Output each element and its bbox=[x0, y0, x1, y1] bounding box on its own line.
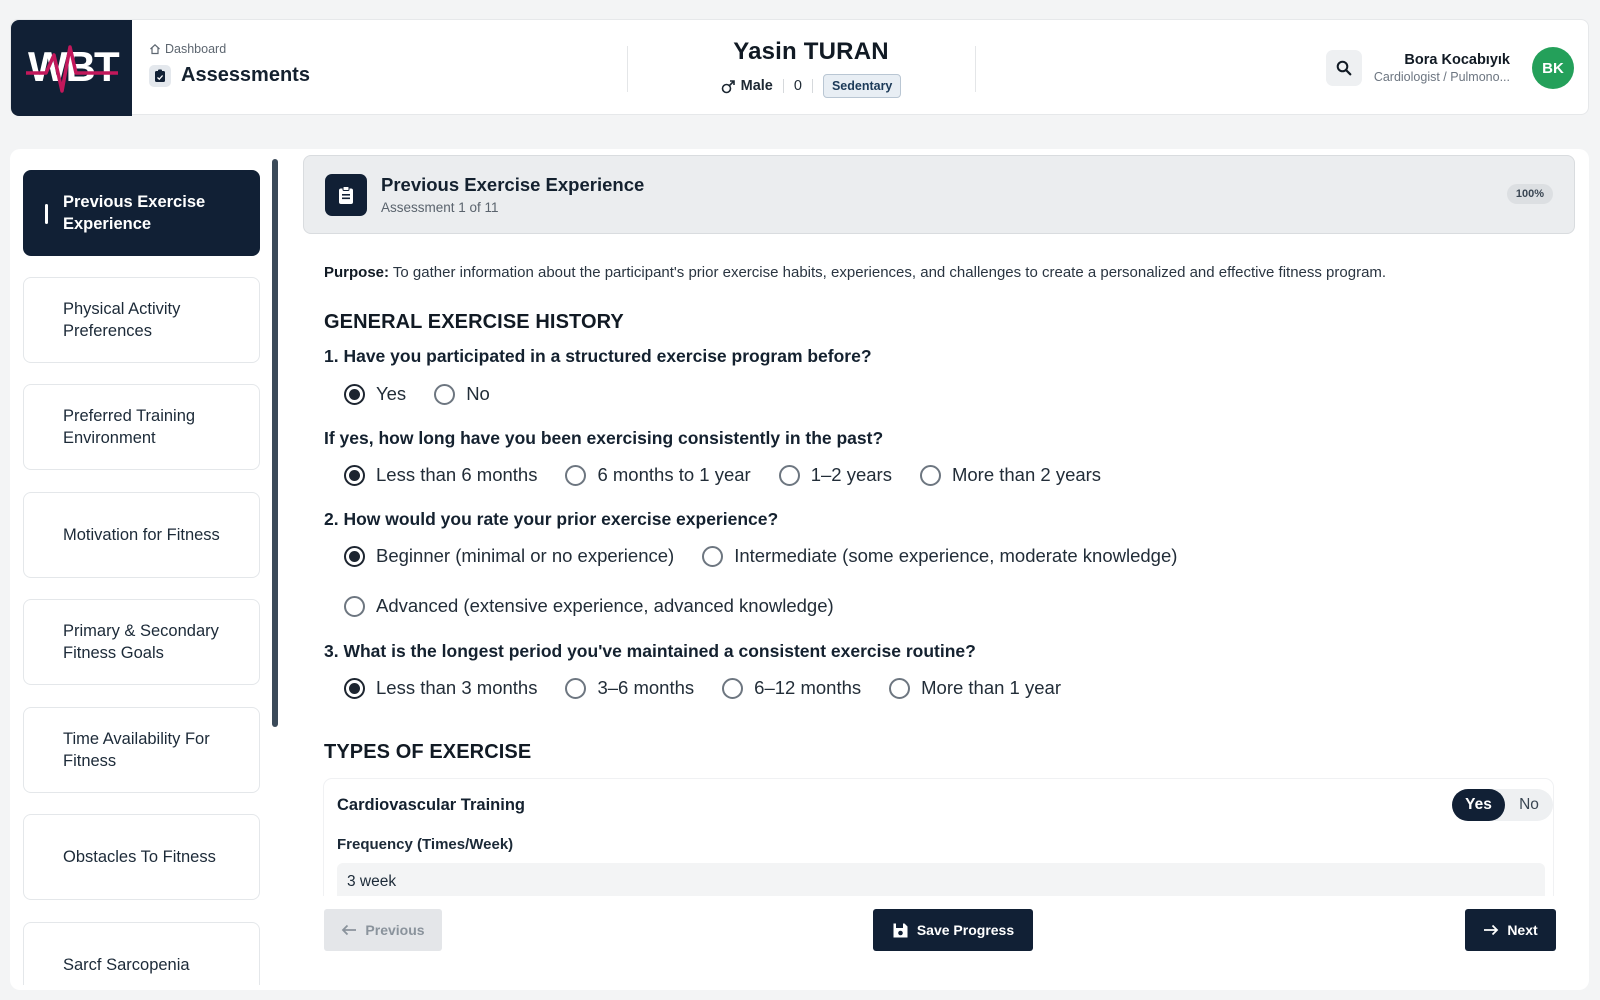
toggle-yes-button[interactable]: Yes bbox=[1452, 789, 1505, 821]
sidebar-item-label: Time Availability For Fitness bbox=[63, 729, 210, 770]
q3-option[interactable] bbox=[722, 677, 861, 699]
purpose-body: To gather information about the participant's prior exercise habits, experiences, and challenges to create a personalized and effective fitness program. bbox=[389, 264, 1387, 281]
q1b-option[interactable] bbox=[779, 464, 892, 486]
page-title bbox=[149, 64, 310, 87]
radio[interactable] bbox=[434, 384, 455, 405]
patient-name: Yasin TURAN bbox=[733, 38, 889, 65]
q1-option-yes[interactable] bbox=[344, 383, 406, 405]
question-3: 3. What is the longest period you've maintained a consistent exercise routine? bbox=[324, 641, 976, 661]
previous-label: Previous bbox=[365, 922, 425, 938]
yes-no-toggle[interactable] bbox=[1452, 789, 1553, 821]
sidebar-item-label: Motivation for Fitness bbox=[63, 525, 220, 544]
option-label: No bbox=[466, 383, 490, 404]
next-button[interactable] bbox=[1465, 909, 1556, 951]
sidebar-item-time-availability[interactable] bbox=[23, 707, 260, 793]
question-1-followup: If yes, how long have you been exercising consistently in the past? bbox=[324, 428, 884, 448]
question-1-options bbox=[344, 383, 490, 405]
sidebar-item-label: Preferred Training Environment bbox=[63, 406, 196, 447]
active-indicator bbox=[45, 204, 48, 224]
meta-separator bbox=[783, 79, 784, 93]
patient-age: 0 bbox=[793, 78, 802, 94]
radio[interactable] bbox=[920, 465, 941, 486]
q3-option[interactable] bbox=[889, 677, 1061, 699]
save-icon bbox=[892, 922, 909, 939]
question-1: 1. Have you participated in a structured exercise program before? bbox=[324, 346, 872, 366]
radio-selected[interactable] bbox=[344, 546, 365, 567]
svg-text:WBT: WBT bbox=[27, 43, 118, 90]
frequency-label: Frequency (Times/Week) bbox=[337, 836, 514, 853]
header-divider bbox=[975, 46, 976, 92]
save-progress-button[interactable] bbox=[873, 909, 1033, 951]
search-icon bbox=[1336, 60, 1352, 76]
user-info[interactable] bbox=[1374, 52, 1510, 84]
assessment-sidebar bbox=[23, 170, 261, 985]
sidebar-item-previous-exercise-experience[interactable] bbox=[23, 170, 260, 256]
q3-option[interactable] bbox=[565, 677, 694, 699]
radio[interactable] bbox=[889, 678, 910, 699]
sidebar-item-label: Previous Exercise Experience bbox=[63, 192, 206, 233]
sidebar-scrollbar[interactable] bbox=[272, 159, 278, 985]
sidebar-item-preferred-training-environment[interactable] bbox=[23, 384, 260, 470]
purpose-text bbox=[324, 264, 1386, 281]
avatar[interactable]: BK bbox=[1532, 47, 1574, 89]
option-label: Less than 6 months bbox=[376, 464, 538, 485]
sidebar-item-label: Sarcf Sarcopenia bbox=[63, 955, 190, 974]
radio[interactable] bbox=[722, 678, 743, 699]
option-label: More than 2 years bbox=[951, 464, 1102, 485]
previous-button[interactable] bbox=[324, 909, 442, 951]
radio-selected[interactable] bbox=[344, 678, 365, 699]
male-icon bbox=[721, 79, 736, 94]
radio[interactable] bbox=[565, 465, 586, 486]
q1b-option[interactable] bbox=[920, 464, 1101, 486]
question-2-options bbox=[344, 545, 1177, 567]
exercise-type-label: Cardiovascular Training bbox=[337, 796, 525, 814]
progress-badge: 100% bbox=[1507, 184, 1553, 204]
option-label: Yes bbox=[376, 383, 407, 404]
sidebar-item-physical-activity-preferences[interactable] bbox=[23, 277, 260, 363]
sidebar-item-label: Primary & Secondary Fitness Goals bbox=[63, 621, 219, 662]
option-label: Intermediate (some experience, moderate knowledge) bbox=[734, 545, 1178, 566]
question-2-options-row2 bbox=[344, 595, 834, 617]
arrow-right-icon bbox=[1483, 924, 1499, 936]
radio-selected[interactable] bbox=[344, 465, 365, 486]
toggle-no-button[interactable]: No bbox=[1519, 796, 1539, 813]
save-label: Save Progress bbox=[916, 922, 1015, 938]
patient-info bbox=[651, 38, 971, 98]
logo-mark bbox=[24, 33, 120, 103]
section-heading-types-of-exercise: TYPES OF EXERCISE bbox=[324, 741, 532, 763]
option-label: Advanced (extensive experience, advanced knowledge) bbox=[376, 595, 834, 616]
top-header bbox=[10, 19, 1589, 115]
q2-option[interactable] bbox=[344, 545, 674, 567]
section-heading-general-history: GENERAL EXERCISE HISTORY bbox=[324, 311, 624, 333]
option-label: 6–12 months bbox=[754, 677, 862, 698]
question-2: 2. How would you rate your prior exercise experience? bbox=[324, 509, 779, 529]
breadcrumb bbox=[149, 42, 310, 87]
sidebar-item-fitness-goals[interactable] bbox=[23, 599, 260, 685]
clipboard-icon bbox=[149, 65, 171, 87]
q1b-option[interactable] bbox=[344, 464, 537, 486]
form-title: Previous Exercise Experience bbox=[381, 174, 645, 195]
radio[interactable] bbox=[344, 596, 365, 617]
sidebar-item-label: Physical Activity Preferences bbox=[63, 299, 181, 340]
sidebar-item-obstacles-to-fitness[interactable] bbox=[23, 814, 260, 900]
app-logo[interactable] bbox=[11, 20, 132, 116]
meta-separator bbox=[812, 79, 813, 93]
option-label: Beginner (minimal or no experience) bbox=[376, 545, 675, 566]
sidebar-scrollbar-thumb[interactable] bbox=[272, 159, 278, 727]
option-label: 6 months to 1 year bbox=[597, 464, 751, 485]
patient-gender bbox=[721, 78, 773, 94]
q1b-option[interactable] bbox=[565, 464, 750, 486]
page-title-text: Assessments bbox=[181, 64, 310, 86]
question-1b-options bbox=[344, 464, 1101, 486]
sidebar-item-label: Obstacles To Fitness bbox=[63, 847, 216, 866]
q3-option[interactable] bbox=[344, 677, 537, 699]
header-divider bbox=[627, 46, 628, 92]
option-label: Less than 3 months bbox=[376, 677, 538, 698]
radio[interactable] bbox=[779, 465, 800, 486]
sidebar-item-sarcf-sarcopenia[interactable] bbox=[23, 922, 260, 985]
main-panel bbox=[10, 149, 1589, 990]
user-name: Bora Kocabıyık bbox=[1404, 52, 1510, 68]
breadcrumb-dashboard-link[interactable] bbox=[149, 42, 310, 56]
q2-option[interactable] bbox=[702, 545, 1177, 567]
breadcrumb-label: Dashboard bbox=[165, 42, 227, 56]
next-label: Next bbox=[1507, 922, 1538, 938]
radio-selected[interactable] bbox=[344, 384, 365, 405]
question-3-options bbox=[344, 677, 1061, 699]
radio[interactable] bbox=[565, 678, 586, 699]
home-icon bbox=[149, 43, 161, 55]
sidebar-item-motivation-for-fitness[interactable] bbox=[23, 492, 260, 578]
form-header bbox=[303, 155, 1575, 234]
activity-badge: Sedentary bbox=[823, 74, 901, 98]
arrow-left-icon bbox=[341, 924, 357, 936]
option-label: 3–6 months bbox=[597, 677, 695, 698]
q2-option[interactable] bbox=[344, 595, 834, 617]
option-label: 1–2 years bbox=[810, 464, 892, 485]
form-subtitle: Assessment 1 of 11 bbox=[381, 200, 499, 215]
q1-option-no[interactable] bbox=[434, 383, 490, 405]
radio[interactable] bbox=[702, 546, 723, 567]
user-role: Cardiologist / Pulmono... bbox=[1373, 70, 1510, 84]
patient-gender-text: Male bbox=[740, 78, 773, 94]
clipboard-icon bbox=[325, 174, 367, 216]
search-button[interactable] bbox=[1326, 50, 1362, 86]
option-label: More than 1 year bbox=[921, 677, 1061, 698]
purpose-label: Purpose: bbox=[324, 264, 390, 281]
